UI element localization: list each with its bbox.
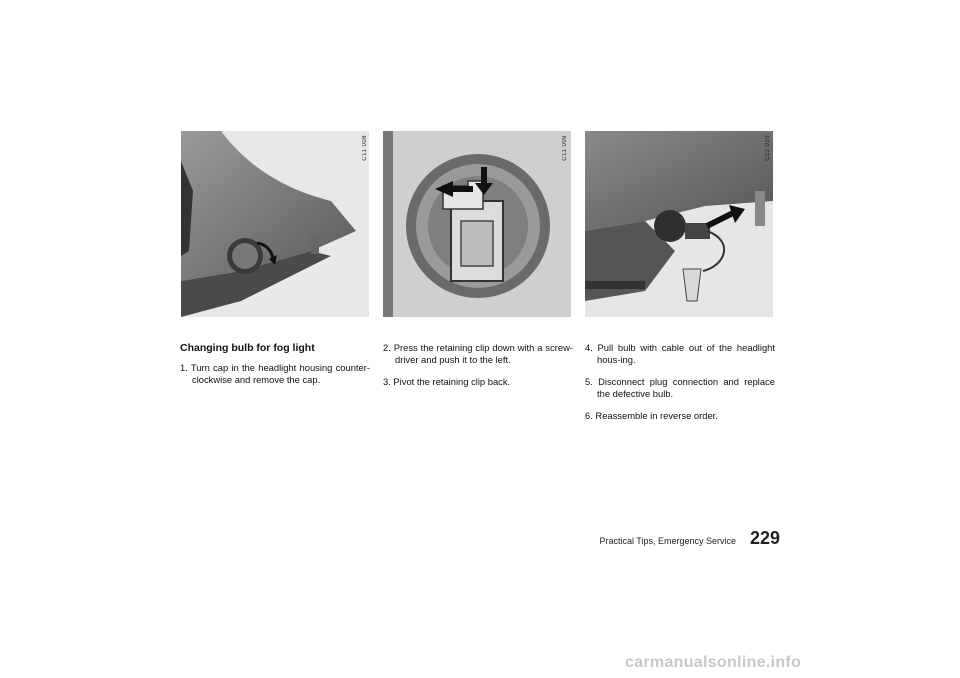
step-6: 6. Reassemble in reverse order. xyxy=(585,410,718,421)
figure-1-code: C11 008 xyxy=(362,135,368,161)
figure-3-code: C11 010 xyxy=(765,135,771,161)
page-footer xyxy=(599,528,780,549)
step-5: 5. Disconnect plug connection and replace the defective bulb. xyxy=(585,376,775,399)
text-column-2 xyxy=(383,342,573,398)
text-column-3 xyxy=(585,342,775,432)
watermark: carmanualsonline.info xyxy=(625,654,802,671)
step-4: 4. Pull bulb with cable out of the headlight hous-ing. xyxy=(585,342,775,365)
page-number: 229 xyxy=(749,528,780,548)
text-column-1 xyxy=(180,342,370,396)
figure-1-cap-removal xyxy=(181,131,369,317)
step-1: 1. Turn cap in the headlight housing counter-clockwise and remove the cap. xyxy=(180,362,370,385)
section-heading: Changing bulb for fog light xyxy=(180,342,315,354)
step-3: 3. Pivot the retaining clip back. xyxy=(383,376,511,387)
figure-2-retaining-clip xyxy=(383,131,571,317)
figure-3-bulb-removal xyxy=(585,131,773,317)
step-2: 2. Press the retaining clip down with a screw-driver and push it to the left. xyxy=(383,342,573,365)
section-name: Practical Tips, Emergency Service xyxy=(599,536,736,546)
figure-2-code: C11 009 xyxy=(562,135,568,161)
